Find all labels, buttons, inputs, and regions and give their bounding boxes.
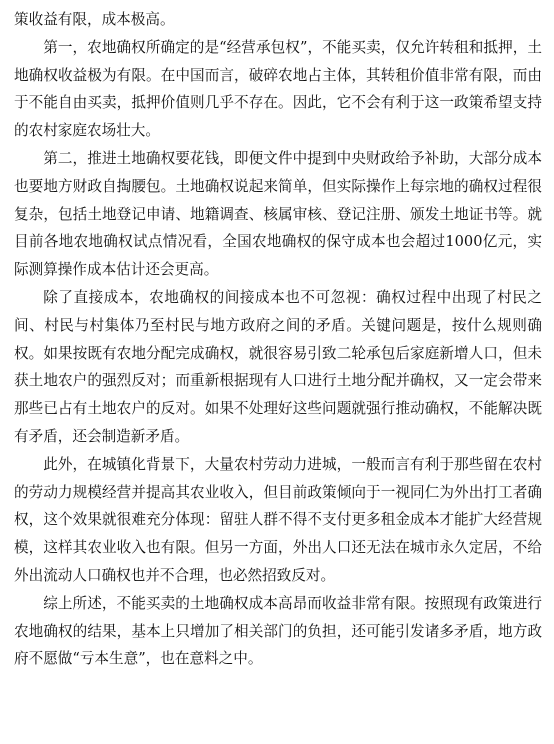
paragraph-conclusion: 综上所述，不能买卖的土地确权成本高昂而收益非常有限。按照现有政策进行农地确权的结果，基本上只增加了相关部门的负担，还可能引发诸多矛盾，地方政府不愿做“亏本生意”，也在意料之中。 (14, 594, 542, 668)
paragraph-indirect-cost: 除了直接成本，农地确权的间接成本也不可忽视：确权过程中出现了村民之间、村民与村集体乃至村民与地方政府之间的矛盾。关键问题是，按什么规则确权。如果按既有农地分配完成确权，就很容易引致二轮承包后家庭新增人口，但未获土地农户的强烈反对；而重新根据现有人口进行土地分配并确权，又一定会带来那些已占有土地农户的反对。如果不处理好这些问题就强行推动确权，不能解决既有矛盾，还会制造新矛盾。 (14, 288, 542, 445)
paragraph-first-point: 第一，农地确权所确定的是“经营承包权”，不能买卖，仅允许转租和抵押，土地确权收益极为有限。在中国而言，破碎农地占主体，其转租价值非常有限，而由于不能自由买卖，抵押价值则几乎不存在。因此，它不会有利于这一政策希望支持的农村家庭农场壮大。 (14, 38, 542, 140)
paragraph-continuation: 策收益有限，成本极高。 (14, 11, 175, 28)
paragraph-second-point: 第二，推进土地确权要花钱，即便文件中提到中央财政给予补助，大部分成本也要地方财政自掏腰包。土地确权说起来简单，但实际操作上每宗地的确权过程很复杂，包括土地登记申请、地籍调查、核属审核、登记注册、颁发土地证书等。就目前各地农地确权试点情况看，全国农地确权的保守成本也会超过1000亿元，实际测算操作成本估计还会更高。 (14, 149, 542, 279)
paragraph-urbanization: 此外，在城镇化背景下，大量农村劳动力进城，一般而言有利于那些留在农村的劳动力规模经营并提高其农业收入，但目前政策倾向于一视同仁为外出打工者确权，这个效果就很难充分体现：留驻人群不得不支付更多租金成本才能扩大经营规模，这样其农业收入也有限。但另一方面，外出人口还无法在城市永久定居，不给外出流动人口确权也并不合理，也必然招致反对。 (14, 455, 542, 584)
